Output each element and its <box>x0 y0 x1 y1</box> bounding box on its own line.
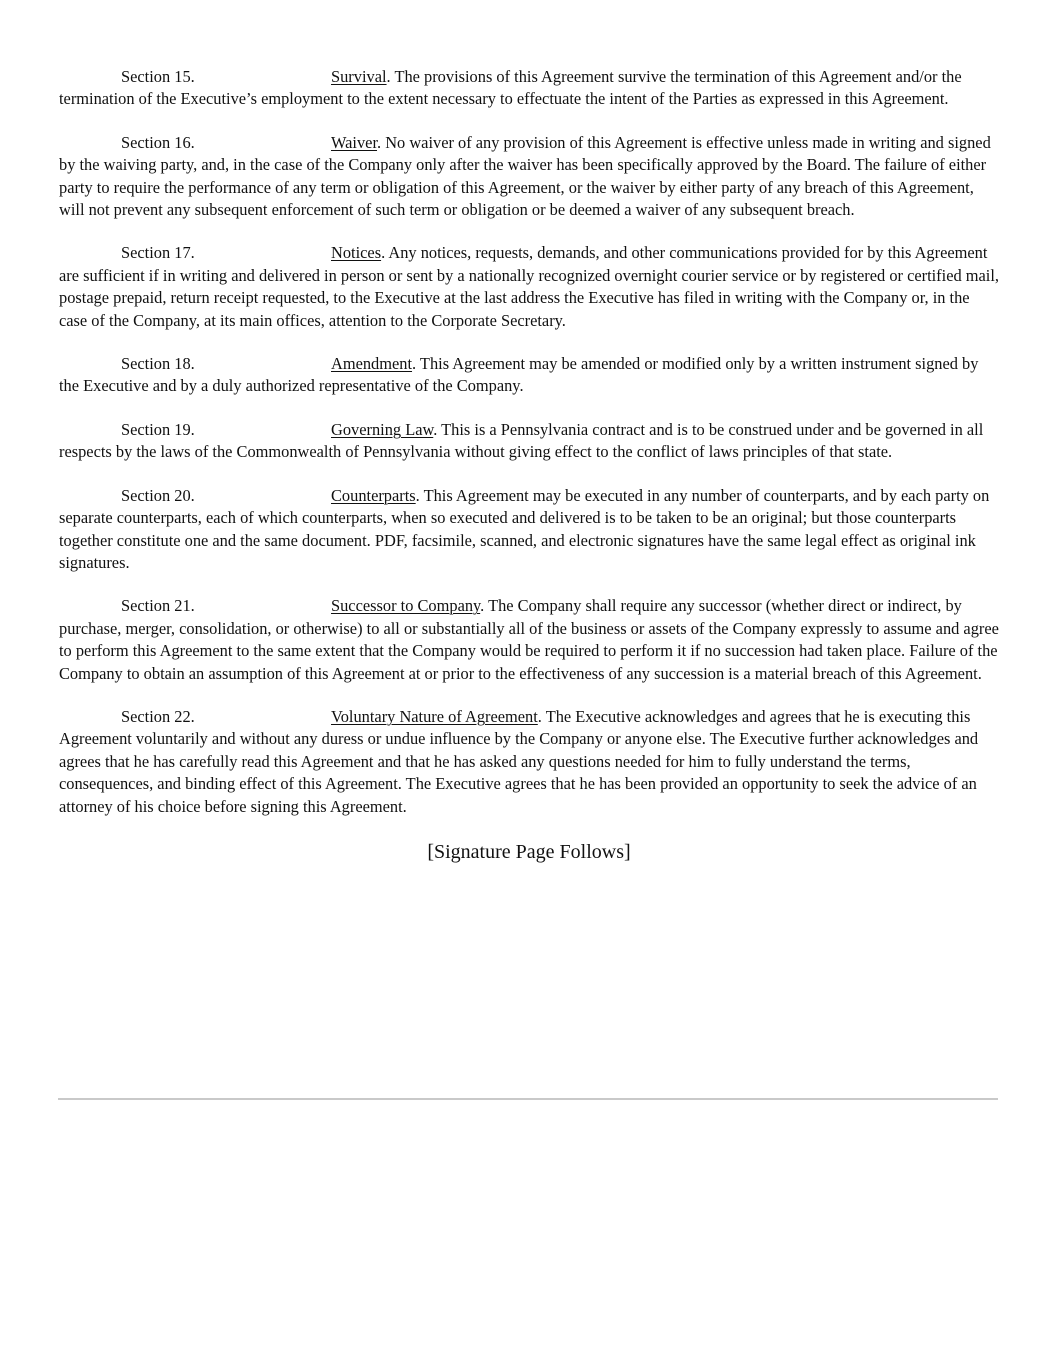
page-divider <box>58 1098 998 1100</box>
section-title: Waiver <box>331 132 378 152</box>
section-21 <box>59 595 999 685</box>
document-page <box>59 66 999 865</box>
section-body: . Any notices, requests, demands, and other communications provided for by this Agreement are sufficient if in writing and delivered in person or sent by a nationally recognized overnight courier service or by registered or certified mail, postage prepaid, return receipt requested, to the Executive at the last address the Executive has filed in writing with the Company or, in the case of the Company, at its main offices, attention to the Corporate Secretary. <box>59 243 999 330</box>
section-body: . The provisions of this Agreement survive the termination of this Agreement and/or the termination of the Executive’s employment to the extent necessary to effectuate the intent of the Parties as expressed in this Agreement. <box>59 67 962 109</box>
section-22 <box>59 706 999 818</box>
section-label: Section 18. <box>121 354 195 374</box>
section-body: . This is a Pennsylvania contract and is to be construed under and be governed in all respects by the laws of the Commonwealth of Pennsylvania without giving effect to the conflict of laws principles of that state. <box>59 419 984 462</box>
section-label: Section 17. <box>121 243 195 263</box>
section-label: Section 16. <box>121 132 195 152</box>
section-label: Section 21. <box>121 596 195 616</box>
section-15 <box>59 66 999 111</box>
section-17 <box>59 242 999 332</box>
section-title: Notices <box>331 243 382 263</box>
section-20 <box>59 485 999 575</box>
section-19 <box>59 419 999 464</box>
section-title: Amendment <box>331 354 413 374</box>
section-18 <box>59 353 999 398</box>
signature-page-note: [Signature Page Follows] <box>427 840 631 863</box>
section-title: Survival <box>331 67 387 86</box>
section-label: Section 15. <box>121 67 195 86</box>
section-title: Governing Law <box>331 419 434 439</box>
section-body: . The Executive acknowledges and agrees that he is executing this Agreement voluntarily and without any duress or undue influence by the Company or anyone else. The Executive further acknowledges and agrees that he has carefully read this Agreement and that he has asked any questions needed for him to fully understand the terms, consequences, and binding effect of this Agreement. The Executive agrees that he has been provided an opportunity to seek the advice of an attorney of his choice before signing this Agreement. <box>59 706 979 816</box>
section-body: . The Company shall require any successor (whether direct or indirect, by purchase, merger, consolidation, or otherwise) to all or substantially all of the business or assets of the Company expressly to assume and agree to perform this Agreement to the same extent that the Company would be required to perform it if no succession had taken place. Failure of the Company to obtain an assumption of this Agreement at or prior to the effectiveness of any succession is a material breach of this Agreement. <box>59 596 999 683</box>
section-body: . This Agreement may be executed in any number of counterparts, and by each party on separate counterparts, each of which counterparts, when so executed and delivered is to be taken to be an original; but those counterparts together constitute one and the same document. PDF, facsimile, scanned, and electronic signatures have the same legal effect as original ink signatures. <box>59 485 990 572</box>
section-title: Voluntary Nature of Agreement <box>331 706 538 726</box>
section-title: Counterparts <box>331 485 416 505</box>
section-16 <box>59 132 999 222</box>
section-title: Successor to Company <box>331 596 481 616</box>
section-body: . This Agreement may be amended or modified only by a written instrument signed by the Executive and by a duly authorized representative of the Company. <box>59 354 979 396</box>
section-label: Section 20. <box>121 485 195 505</box>
section-label: Section 19. <box>121 419 195 439</box>
section-body: . No waiver of any provision of this Agreement is effective unless made in writing and signed by the waiving party, and, in the case of the Company only after the waiver has been specifically approved by the Board. The failure of either party to require the performance of any term or obligation of this Agreement, or the waiver by either party of any breach of this Agreement, will not prevent any subsequent enforcement of such term or obligation or be deemed a waiver of any subsequent breach. <box>59 132 991 220</box>
section-label: Section 22. <box>121 706 195 726</box>
